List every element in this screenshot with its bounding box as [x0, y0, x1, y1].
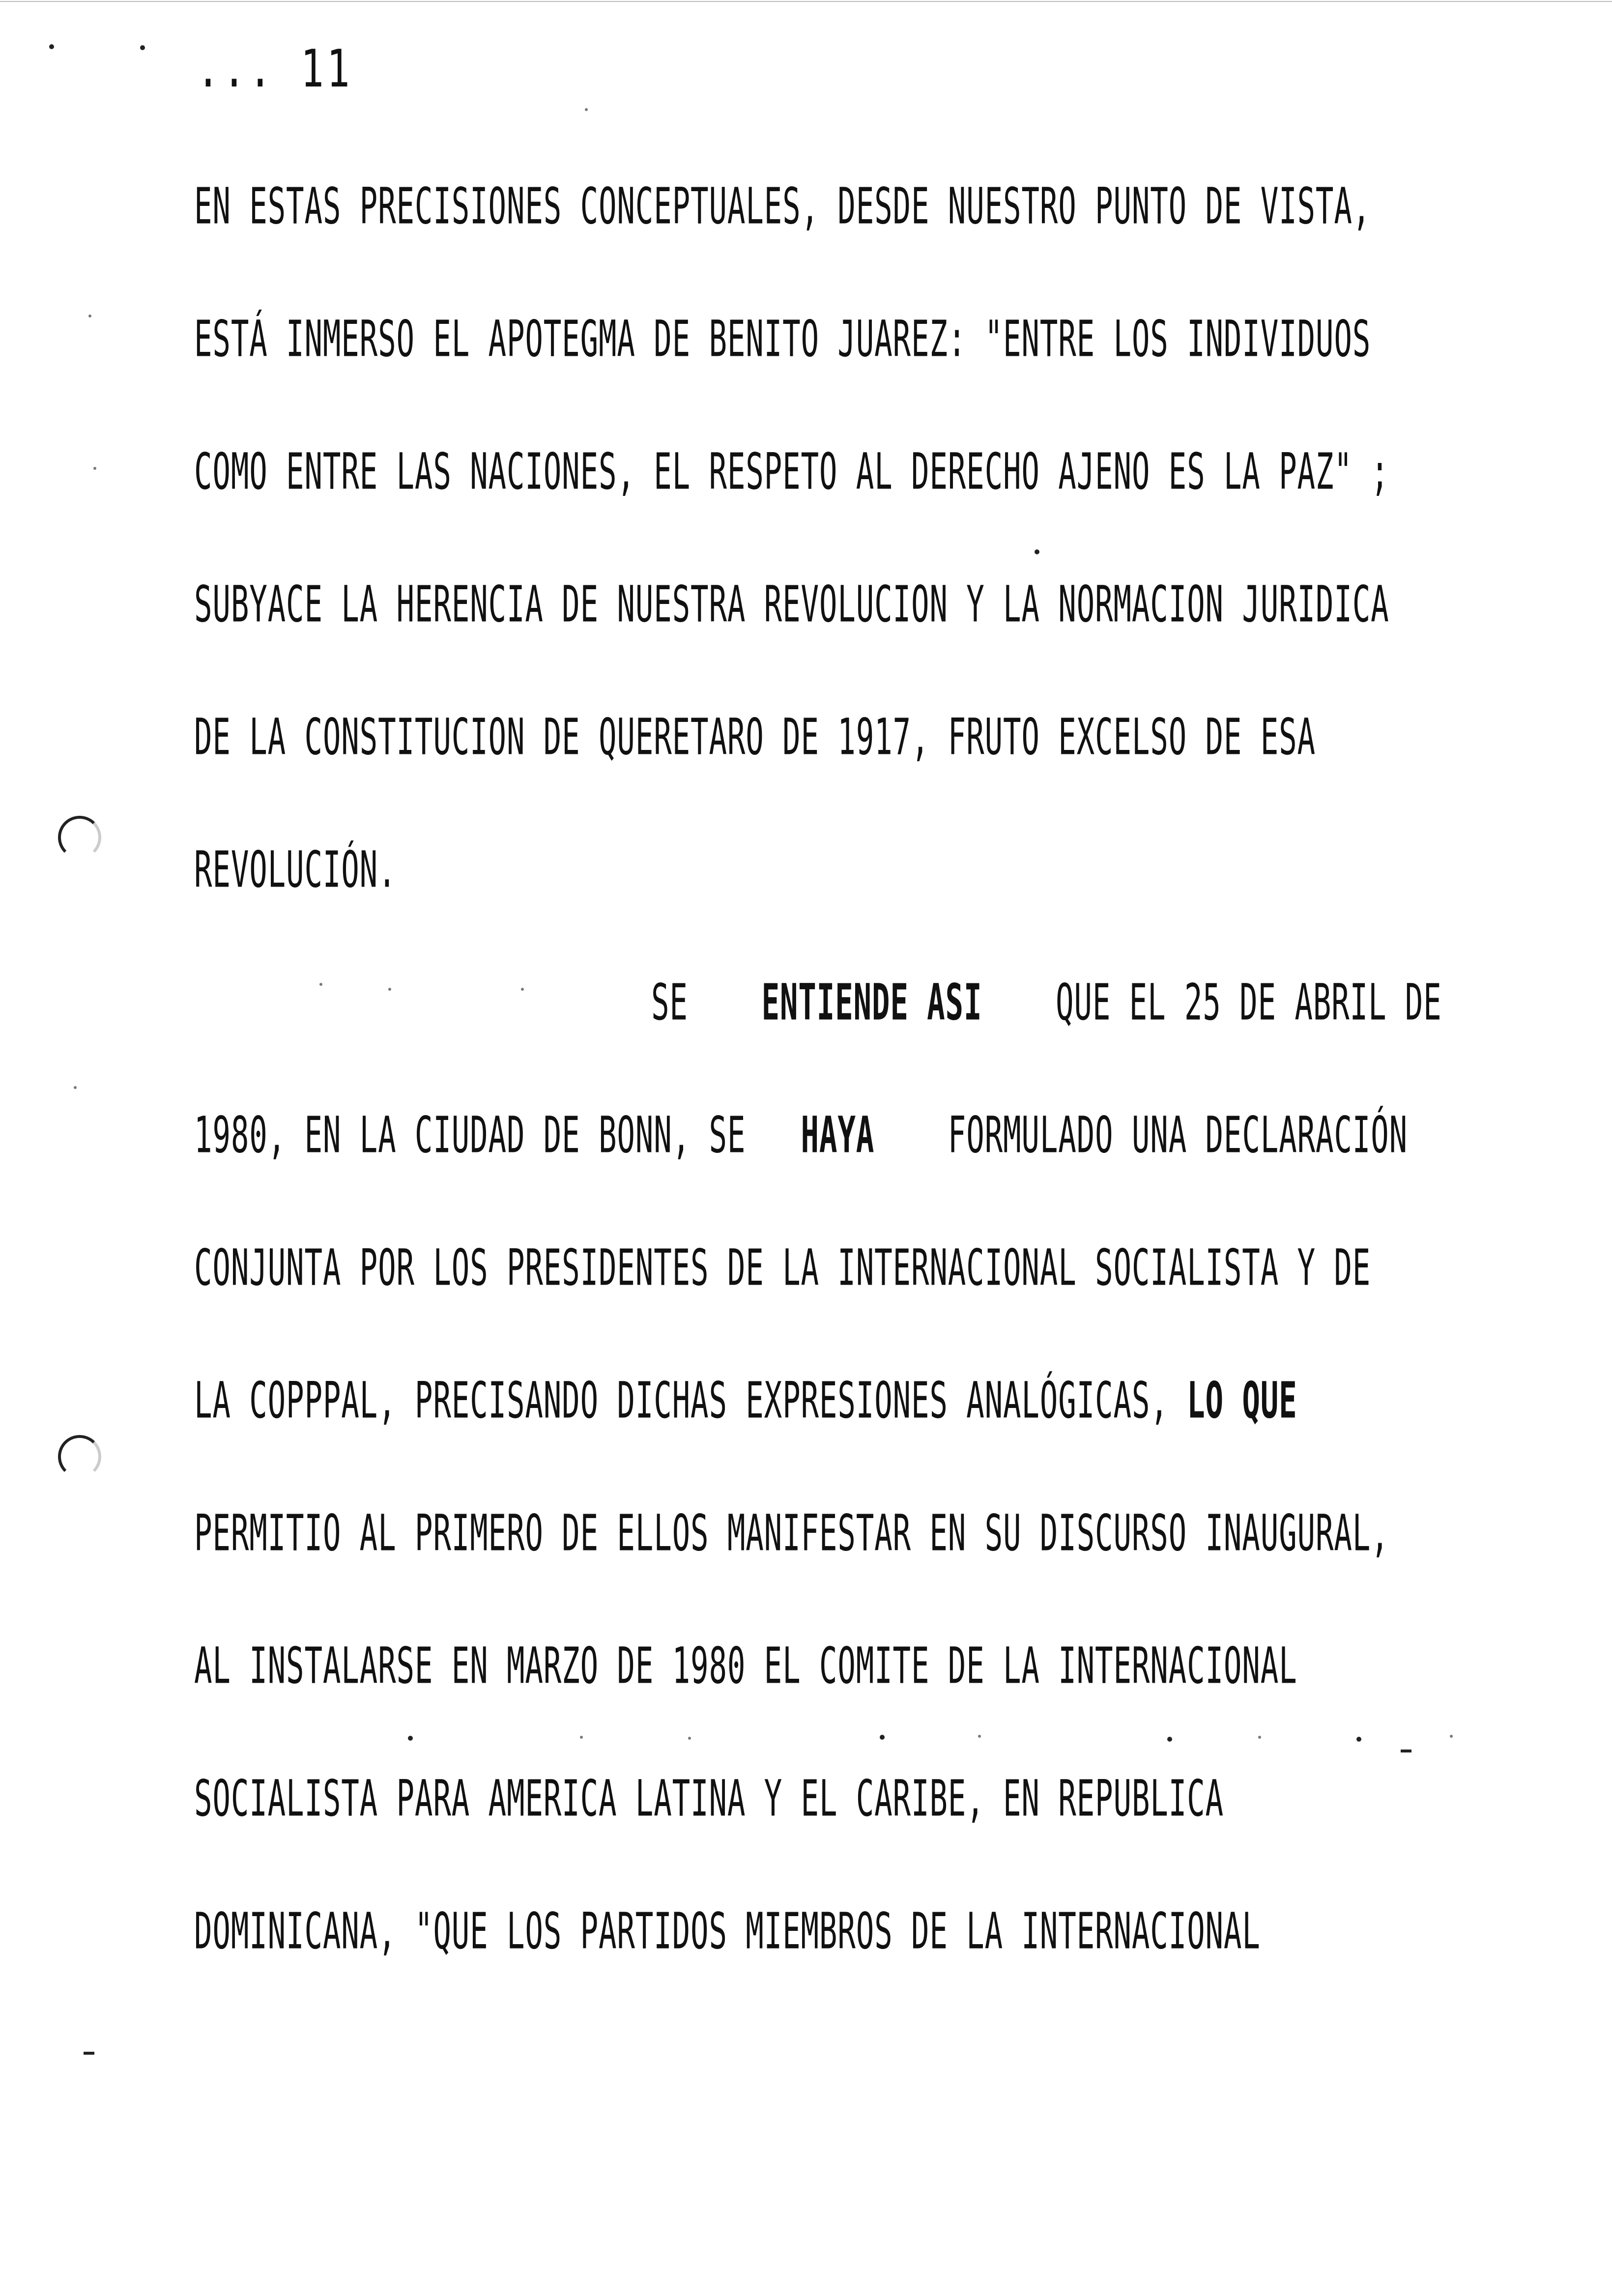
paragraph2-line-6: AL INSTALARSE EN MARZO DE 1980 EL COMITE DE LA INTERNACIONAL — [194, 1637, 1297, 1695]
body-line-4: SUBYACE LA HERENCIA DE NUESTRA REVOLUCION Y LA NORMACION JURIDICA — [194, 576, 1389, 634]
scan-speck — [49, 44, 54, 49]
scan-speck — [74, 1086, 77, 1089]
paragraph2-line-7: SOCIALISTA PARA AMERICA LATINA Y EL CARIBE, EN REPUBLICA — [194, 1770, 1224, 1828]
body-line-5: DE LA CONSTITUCION DE QUERETARO DE 1917, FRUTO EXCELSO DE ESA — [194, 709, 1316, 767]
text-fragment: SE — [651, 974, 688, 1032]
scan-speck — [88, 315, 91, 317]
scan-speck — [521, 988, 524, 991]
paragraph2-line-5: PERMITIO AL PRIMERO DE ELLOS MANIFESTAR EN SU DISCURSO INAUGURAL, — [194, 1505, 1389, 1563]
scan-speck — [140, 45, 145, 50]
body-line-6: REVOLUCIÓN. — [194, 841, 397, 899]
scan-speck — [1450, 1735, 1453, 1738]
body-line-3: COMO ENTRE LAS NACIONES, EL RESPETO AL DERECHO AJENO ES LA PAZ" ; — [194, 443, 1389, 501]
scan-mark — [1401, 1750, 1411, 1752]
stamped-insertion: HAYA — [801, 1107, 875, 1165]
scan-speck — [93, 467, 96, 470]
body-line-1: EN ESTAS PRECISIONES CONCEPTUALES, DESDE NUESTRO PUNTO DE VISTA, — [194, 178, 1371, 236]
scan-speck — [580, 1736, 583, 1739]
text-fragment: FORMULADO UNA DECLARACIÓN — [948, 1107, 1408, 1165]
text-fragment: 1980, EN LA CIUDAD DE BONN, SE — [194, 1107, 746, 1165]
paragraph2-line-1 — [651, 974, 1442, 1032]
paragraph2-line-3: CONJUNTA POR LOS PRESIDENTES DE LA INTERNACIONAL SOCIALISTA Y DE — [194, 1239, 1371, 1297]
scan-speck — [1167, 1737, 1172, 1742]
scan-speck — [880, 1735, 885, 1740]
paragraph2-line-8: DOMINICANA, "QUE LOS PARTIDOS MIEMBROS DE LA INTERNACIONAL — [194, 1903, 1261, 1961]
punch-hole-icon — [58, 816, 101, 859]
punch-hole-icon — [58, 1435, 101, 1478]
scan-speck — [1356, 1737, 1361, 1742]
scan-speck — [688, 1737, 691, 1740]
stamped-insertion: LO QUE — [1187, 1372, 1297, 1430]
scan-speck — [978, 1735, 981, 1738]
scan-speck — [408, 1736, 413, 1741]
scan-speck — [1035, 549, 1039, 554]
stamped-insertion: ENTIENDE ASI — [761, 974, 982, 1032]
scan-speck — [388, 988, 391, 991]
scan-speck — [585, 108, 588, 111]
scan-speck — [319, 983, 322, 986]
scan-edge — [0, 1, 1612, 2]
body-line-2: ESTÁ INMERSO EL APOTEGMA DE BENITO JUAREZ: "ENTRE LOS INDIVIDUOS — [194, 311, 1371, 369]
paragraph2-line-2 — [194, 1107, 1408, 1165]
scan-mark — [84, 2052, 94, 2055]
page-number: ... 11 — [197, 39, 353, 99]
scan-speck — [1258, 1736, 1261, 1739]
paragraph2-line-4 — [194, 1372, 1297, 1430]
text-fragment: QUE EL 25 DE ABRIL DE — [1056, 974, 1442, 1032]
text-fragment: LA COPPPAL, PRECISANDO DICHAS EXPRESIONES ANALÓGICAS, — [194, 1372, 1169, 1430]
